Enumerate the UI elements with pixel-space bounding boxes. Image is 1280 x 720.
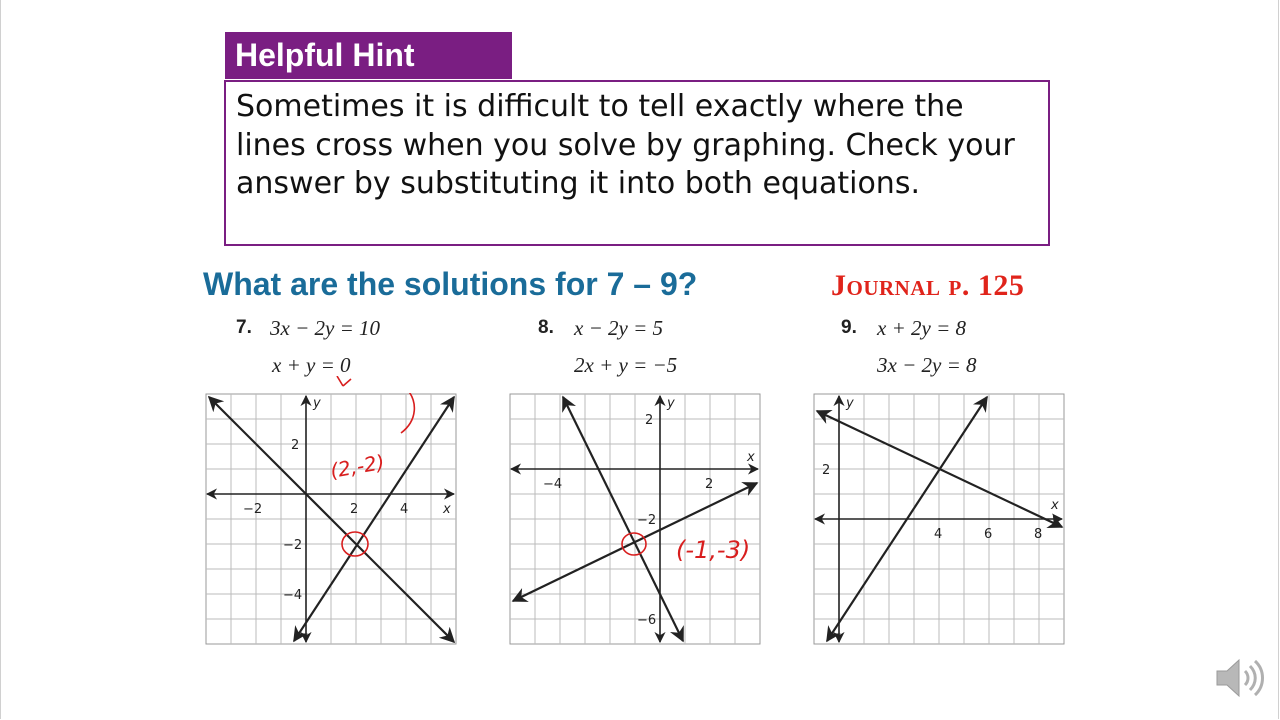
equation-2: 2x + y = −5: [574, 353, 678, 377]
problem-number: 9.: [841, 317, 857, 338]
y-tick: 2: [645, 413, 654, 428]
equation-2: x + y = 0: [272, 353, 351, 377]
problem-number: 7.: [236, 317, 252, 338]
solution-annotation: (2,-2): [328, 449, 387, 483]
x-tick: 6: [984, 527, 993, 542]
x-axis-label: x: [1051, 498, 1059, 513]
y-tick: −2: [283, 538, 303, 553]
annotation-7: [325, 376, 435, 486]
y-axis-label: y: [846, 396, 854, 411]
y-tick: −2: [637, 513, 657, 528]
speaker-icon[interactable]: [1213, 656, 1265, 700]
y-tick: 2: [291, 438, 300, 453]
x-tick: 4: [400, 502, 409, 517]
y-tick: −6: [637, 613, 657, 628]
x-tick: −4: [543, 477, 563, 492]
x-tick: 8: [1034, 527, 1043, 542]
equation-1: x − 2y = 5: [574, 316, 663, 340]
question-heading: What are the solutions for 7 – 9?: [203, 266, 698, 302]
journal-reference: Journal p. 125: [831, 269, 1025, 302]
graph-8: [509, 393, 761, 645]
solution-annotation: (-1,-3): [676, 536, 751, 564]
hint-title: Helpful Hint: [225, 32, 512, 79]
hint-text: Sometimes it is difficult to tell exactly where the lines cross when you solve by graphing. Check your answer by substituting it into both equations.: [224, 80, 1050, 246]
x-tick: 4: [934, 527, 943, 542]
y-tick: 2: [822, 463, 831, 478]
y-axis-label: y: [667, 396, 675, 411]
x-tick: −2: [243, 502, 263, 517]
graph-9: [813, 393, 1065, 645]
equation-2: 3x − 2y = 8: [877, 353, 977, 377]
equation-1: x + 2y = 8: [877, 316, 966, 340]
equation-1: 3x − 2y = 10: [270, 316, 380, 340]
x-axis-label: x: [443, 502, 451, 517]
x-tick: 2: [705, 477, 714, 492]
y-axis-label: y: [313, 396, 321, 411]
y-tick: −4: [283, 588, 303, 603]
problem-number: 8.: [538, 317, 554, 338]
x-axis-label: x: [747, 450, 755, 465]
x-tick: 2: [350, 502, 359, 517]
